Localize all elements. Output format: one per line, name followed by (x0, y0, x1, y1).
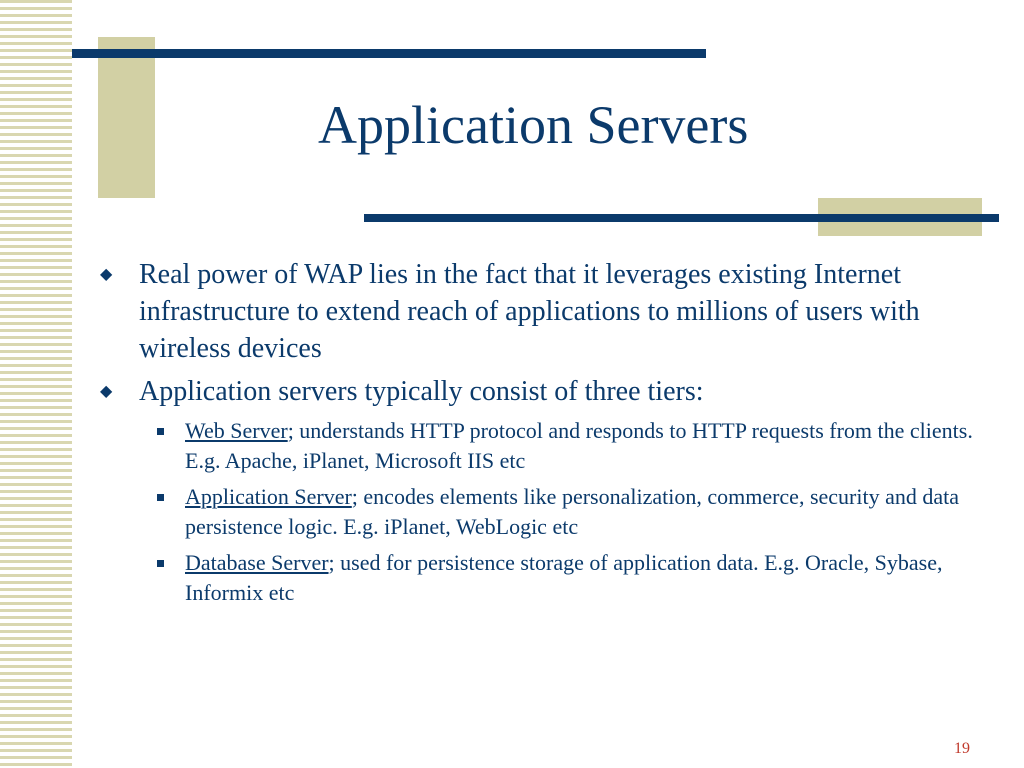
decorative-block-left (98, 37, 155, 198)
web-server-link[interactable]: Web Server (185, 418, 288, 443)
bullet-text: Real power of WAP lies in the fact that it leverages existing Internet infrastructure to extend reach of applications to millions of users with wireless devices (139, 259, 920, 364)
page-number: 19 (954, 740, 970, 757)
sub-bullet-item (100, 482, 980, 542)
sub-bullet-text: ; understands HTTP protocol and responds to HTTP requests from the clients. E.g. Apache, iPlanet, Microsoft IIS etc (185, 418, 973, 473)
decorative-line-top (72, 49, 706, 58)
sub-bullet-text: ; used for persistence storage of application data. E.g. Oracle, Sybase, Informix etc (185, 550, 943, 605)
square-bullet-icon (157, 560, 164, 567)
square-bullet-icon (157, 428, 164, 435)
diamond-bullet-icon: ◆ (100, 383, 113, 400)
slide-title: Application Servers (318, 95, 749, 155)
slide-body (100, 256, 980, 614)
striped-side-border (0, 0, 72, 768)
diamond-bullet-icon: ◆ (100, 266, 113, 283)
sub-bullet-text: ; encodes elements like personalization, commerce, security and data persistence logic. E.g. iPlanet, WebLogic etc (185, 484, 959, 539)
bullet-item (100, 373, 980, 410)
bullet-item (100, 256, 980, 367)
square-bullet-icon (157, 494, 164, 501)
bullet-text: Application servers typically consist of three tiers: (139, 376, 704, 407)
sub-bullet-item (100, 548, 980, 608)
decorative-line-bottom (364, 214, 999, 222)
database-server-link[interactable]: Database Server (185, 550, 329, 575)
application-server-link[interactable]: Application Server (185, 484, 352, 509)
sub-bullet-item (100, 416, 980, 476)
